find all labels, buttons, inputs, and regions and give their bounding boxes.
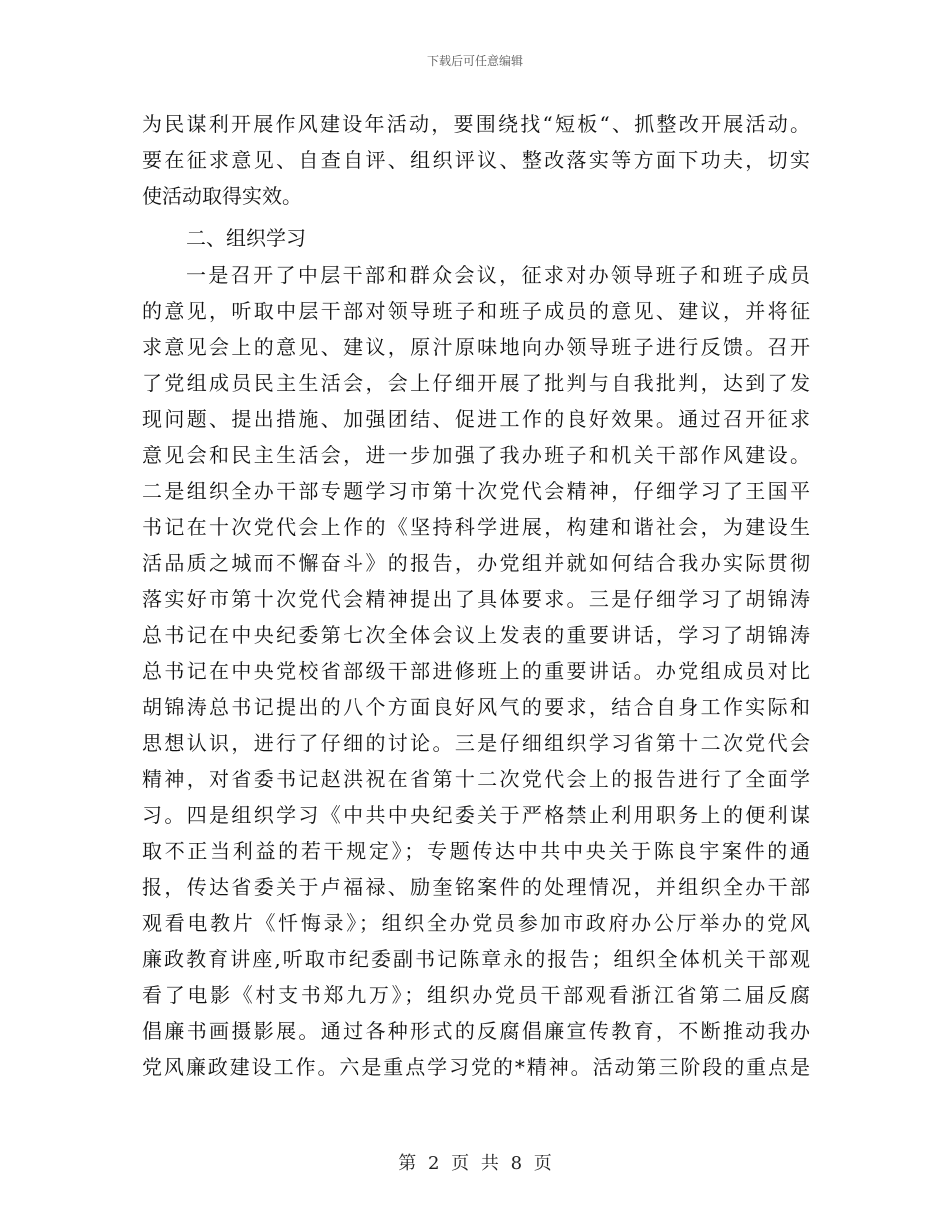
body-line-20: 习。四是组织学习《中共中央纪委关于严格禁止利用职务上的便利谋 xyxy=(142,803,810,827)
body-line-21: 取不正当利益的若干规定》；专题传达中共中央关于陈良宇案件的通 xyxy=(142,839,810,863)
body-line-14: 落实好市第十次党代会精神提出了具体要求。三是仔细学习了胡锦涛 xyxy=(142,587,810,611)
body-line-1: 为民谋利开展作风建设年活动，要围绕找“短板“、抓整改开展活动。 xyxy=(142,112,810,136)
body-line-12: 书记在十次党代会上作的《坚持科学进展，构建和谐社会，为建设生 xyxy=(142,515,810,539)
body-line-25: 看了电影《村支书郑九万》；组织办党员干部观看浙江省第二届反腐 xyxy=(142,983,810,1007)
body-line-8: 了党组成员民主生活会，会上仔细开展了批判与自我批判，达到了发 xyxy=(142,371,810,395)
body-line-10: 意见会和民主生活会，进一步加强了我办班子和机关干部作风建设。 xyxy=(142,443,810,467)
body-line-26: 倡廉书画摄影展。通过各种形式的反腐倡廉宣传教育，不断推动我办 xyxy=(142,1019,810,1043)
body-line-19: 精神，对省委书记赵洪祝在省第十二次党代会上的报告进行了全面学 xyxy=(142,767,810,791)
body-line-16: 总书记在中央党校省部级干部进修班上的重要讲话。办党组成员对比 xyxy=(142,659,810,683)
page-number-footer: 第 2 页 共 8 页 xyxy=(398,1153,552,1174)
body-line-23: 观看电教片《忏悔录》；组织全办党员参加市政府办公厅举办的党风 xyxy=(142,911,810,935)
body-line-15: 总书记在中央纪委第七次全体会议上发表的重要讲话，学习了胡锦涛 xyxy=(142,623,810,647)
body-line-13: 活品质之城而不懈奋斗》的报告，办党组并就如何结合我办实际贯彻 xyxy=(142,551,810,575)
body-line-9: 现问题、提出措施、加强团结、促进工作的良好效果。通过召开征求 xyxy=(142,407,810,431)
body-line-18: 思想认识，进行了仔细的讨论。三是仔细组织学习省第十二次党代会 xyxy=(142,731,810,755)
body-line-6: 的意见，听取中层干部对领导班子和班子成员的意见、建议，并将征 xyxy=(142,299,810,323)
body-line-27: 党风廉政建设工作。六是重点学习党的*精神。活动第三阶段的重点是 xyxy=(142,1055,810,1079)
body-line-24: 廉政教育讲座,听取市纪委副书记陈章永的报告；组织全体机关干部观 xyxy=(142,947,810,971)
body-line-3: 使活动取得实效。 xyxy=(142,184,302,208)
body-line-5: 一是召开了中层干部和群众会议，征求对办领导班子和班子成员 xyxy=(186,263,810,287)
body-line-17: 胡锦涛总书记提出的八个方面良好风气的要求，结合自身工作实际和 xyxy=(142,695,810,719)
body-line-11: 二是组织全办干部专题学习市第十次党代会精神，仔细学习了王国平 xyxy=(142,479,810,503)
body-line-22: 报，传达省委关于卢福禄、励奎铭案件的处理情况，并组织全办干部 xyxy=(142,875,810,899)
section-heading: 二、组织学习 xyxy=(186,226,306,250)
page-header: 下载后可任意编辑 xyxy=(426,54,523,68)
body-line-2: 要在征求意见、自查自评、组织评议、整改落实等方面下功夫，切实 xyxy=(142,148,810,172)
body-line-7: 求意见会上的意见、建议，原汁原味地向办领导班子进行反馈。召开 xyxy=(142,335,810,359)
